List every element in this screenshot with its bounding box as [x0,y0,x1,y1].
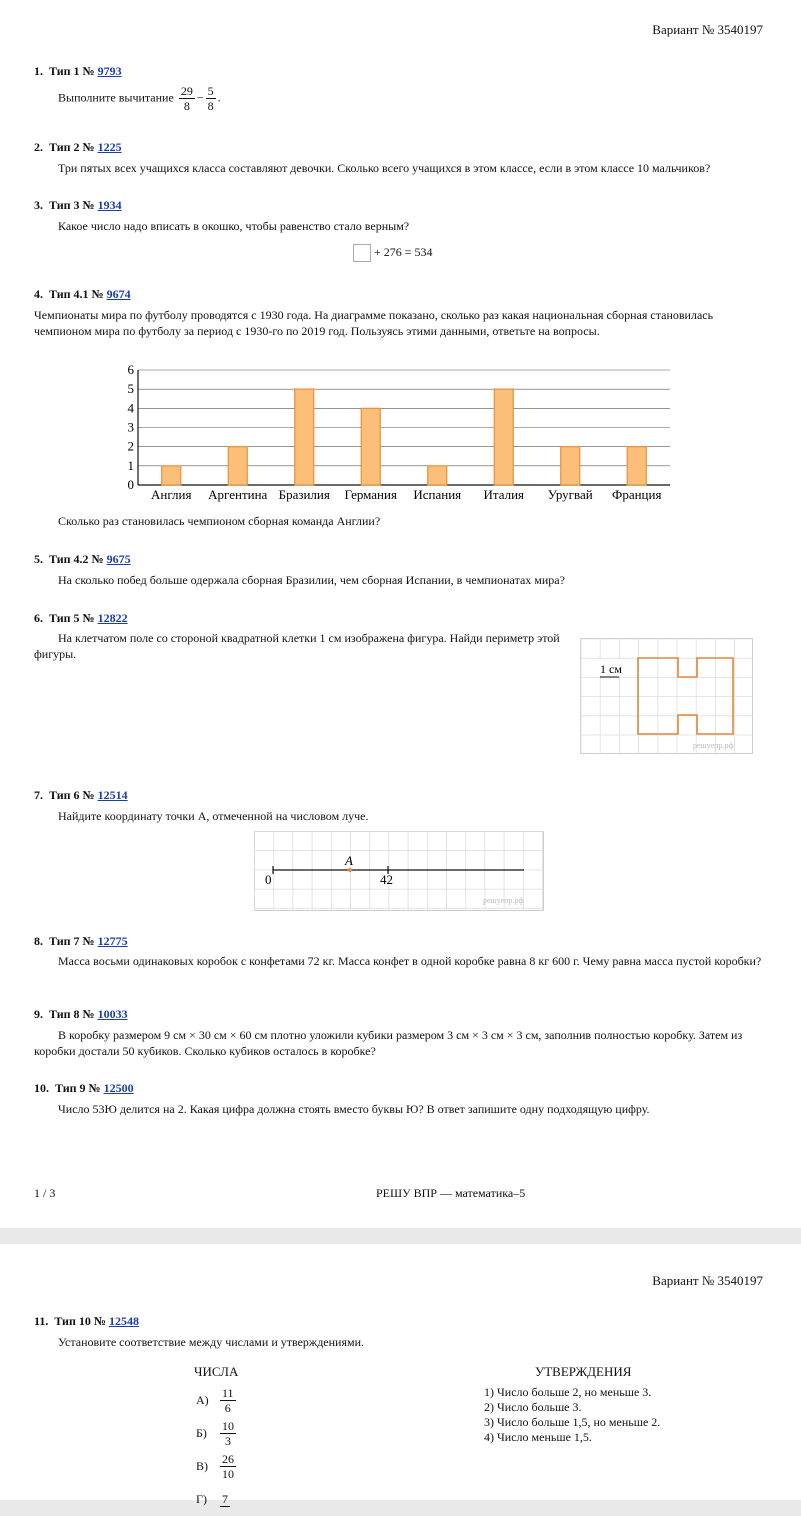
question-9-text: В коробку размером 9 см × 30 см × 60 см плотно уложили кубики размером 3 см × 3 см × 3 см, заполнив полностью коробку. Затем из коробки достали 50 кубиков. Сколько кубиков осталось в коробке? [34,1028,743,1058]
question-2-header: 2. Тип 2 № 1225 [34,140,122,154]
equation: + 276 = 534 [353,244,433,262]
matching-item-a: А) $\frac{11}{6}$ [196,1386,234,1415]
number-line [254,831,544,911]
question-4-header: 4. Тип 4.1 № 9674 [34,287,131,301]
page-2 [0,1244,801,1506]
figure-outline [638,658,733,734]
grid-lines [580,638,753,754]
variant-number-2: Вариант № 3540197 [652,1273,763,1288]
question-4-subquestion: Сколько раз становилась чемпионом сборная команда Англии? [58,514,381,528]
question-5-text: На сколько побед больше одержала сборная Бразилии, чем сборная Испании, в чемпионатах мира? [58,573,565,587]
question-5-link[interactable]: 9675 [106,552,131,566]
point-a [348,868,352,872]
bar [627,447,646,485]
bar [228,447,247,485]
question-6-link[interactable]: 12822 [97,611,128,625]
bar [494,389,513,485]
y-tick-label: 0 [127,477,134,492]
mark-label: 42 [380,872,393,887]
y-tick-label: 1 [127,457,134,473]
y-tick-label: 5 [127,381,134,397]
x-tick-label: Германия [344,487,397,502]
bar [162,466,181,485]
variant-number: Вариант № 3540197 [652,22,763,37]
question-10-header: 10. Тип 9 № 12500 [34,1081,134,1095]
question-11-text: Установите соответствие между числами и утверждениями. [58,1335,365,1349]
question-1-header: 1. Тип 1 № 9793 [34,64,122,78]
bar-chart [110,360,680,510]
question-11-link[interactable]: 12548 [108,1314,139,1328]
page-number: 1 / 3 [34,1186,56,1200]
matching-item-c: В) $\frac{26}{10}$ [196,1452,234,1481]
question-10-text: Число 53Ю делится на 2. Какая цифра должна стоять вместо буквы Ю? В ответ запишите одну подходящую цифру. [58,1102,650,1116]
x-tick-label: Италия [483,487,525,502]
chart-x-labels [151,487,661,502]
question-7-text: Найдите координату точки A, отмеченной на числовом луче. [58,809,369,823]
answer-box[interactable] [353,244,371,262]
numbers-column-title: ЧИСЛА [194,1364,239,1379]
footer-title: РЕШУ ВПР — математика–5 [376,1186,526,1200]
question-1-text: Выполните вычитание $\frac{29}{8}$ − $\frac{5}{8}$ . [58,84,221,113]
y-tick-label: 6 [127,362,134,377]
question-4-text: Чемпионаты мира по футболу проводятся с 1930 года. На диаграмме показано, сколько раз какая национальная сборная становилась чемпионом мира по футболу за период с 1930-го по 2019 год. Пользуясь этими данными, ответьте на вопросы. [34,308,714,338]
point-a-label: A [345,853,353,868]
statement-3: 3) Число больше 1,5, но меньше 2. [484,1415,661,1429]
watermark: решуепр.рф [483,896,524,905]
question-2-link[interactable]: 1225 [97,140,122,154]
statement-1: 1) Число больше 2, но меньше 3. [484,1385,652,1399]
question-8-text: Масса восьми одинаковых коробок с конфетами 72 кг. Масса конфет в одной коробке равна 8 кг 600 г. Чему равна масса пустой коробки? [58,954,762,968]
y-tick-label: 4 [127,400,134,416]
x-tick-label: Франция [612,487,662,502]
question-5-header: 5. Тип 4.2 № 9675 [34,552,131,566]
question-6-header: 6. Тип 5 № 12822 [34,611,128,625]
bar [428,466,447,485]
question-4-link[interactable]: 9674 [106,287,131,301]
question-11-header: 11. Тип 10 № 12548 [34,1314,139,1328]
fraction-2: $\frac{5}{8}$ [207,84,214,113]
matching-item-b: Б) $\frac{10}{3}$ [196,1419,234,1448]
matching-item-d: Г) 7 [196,1492,228,1506]
question-9-header: 9. Тип 8 № 10033 [34,1007,128,1021]
question-2-text: Три пятых всех учащихся класса составляют девочки. Сколько всего учащихся в этом классе, если в этом классе 10 мальчиков? [58,161,711,175]
question-1-link[interactable]: 9793 [97,64,122,78]
bar [361,408,380,485]
question-3-header: 3. Тип 3 № 1934 [34,198,122,212]
x-tick-label: Уругвай [547,487,593,502]
chart-grid [138,370,670,485]
bar [561,447,580,485]
question-9-link[interactable]: 10033 [97,1007,128,1021]
question-6-text: На клетчатом поле со стороной квадратной клетки 1 см изображена фигура. Найди периметр этой фигуры. [34,631,560,661]
question-7-link[interactable]: 12514 [97,788,128,802]
matching-numbers [196,1384,238,1516]
watermark: решуепр.рф [693,741,734,750]
statement-2: 2) Число больше 3. [484,1400,582,1414]
question-7-header: 7. Тип 6 № 12514 [34,788,128,802]
chart-y-ticks [128,362,135,492]
question-10-link[interactable]: 12500 [103,1081,134,1095]
statement-4: 4) Число меньше 1,5. [484,1430,592,1444]
bar [295,389,314,485]
question-8-link[interactable]: 12775 [97,934,128,948]
x-tick-label: Бразилия [278,487,330,502]
x-tick-label: Испания [413,487,462,502]
question-3-link[interactable]: 1934 [97,198,122,212]
question-8-header: 8. Тип 7 № 12775 [34,934,128,948]
fraction-1: $\frac{29}{8}$ [180,84,193,113]
chart-bars [162,389,647,485]
x-tick-label: Англия [151,487,192,502]
zero-label: 0 [265,872,272,887]
matching-statements [484,1385,660,1445]
y-tick-label: 3 [127,419,134,435]
x-tick-label: Аргентина [208,487,268,502]
question-3-text: Какое число надо вписать в окошко, чтобы равенство стало верным? [58,219,410,233]
statements-column-title: УТВЕРЖДЕНИЯ [535,1364,632,1379]
y-tick-label: 2 [127,438,134,454]
grid-figure [580,638,753,754]
grid-scale-label: 1 см [600,662,622,676]
